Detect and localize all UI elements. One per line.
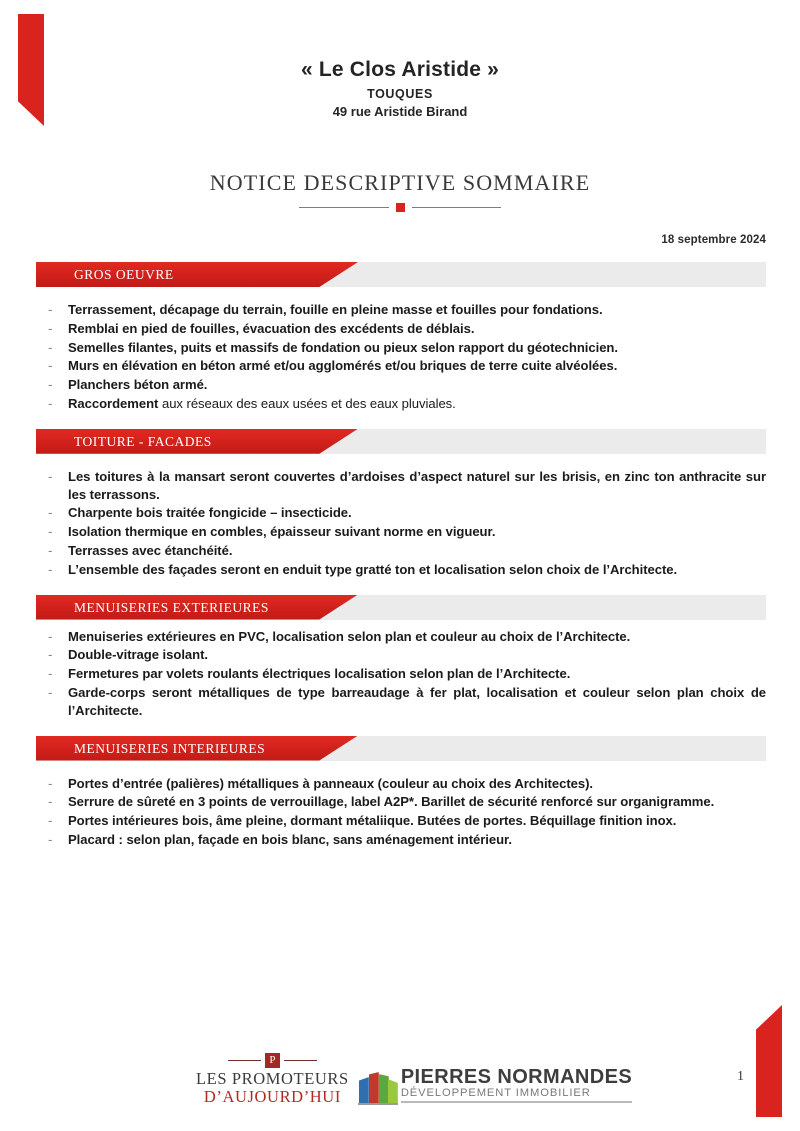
document-title: NOTICE DESCRIPTIVE SOMMAIRE (209, 169, 591, 195)
logo-monogram-row (196, 1053, 349, 1068)
section-banner (36, 262, 766, 287)
list-item (36, 301, 766, 319)
project-city: TOUQUES (367, 86, 433, 101)
logo-pierres-normandes (359, 1067, 632, 1105)
list-item (36, 320, 766, 338)
logo-line-1: LES PROMOTEURS (196, 1069, 349, 1088)
list-item (36, 376, 766, 394)
list-item-text: Menuiseries extérieures en PVC, localisation selon plan et couleur au choix de l’Architecte. (68, 628, 631, 644)
list-item-text: Isolation thermique en combles, épaisseur suivant norme en vigueur. (68, 524, 496, 540)
section-title: TOITURE - FACADES (74, 433, 212, 449)
list-item-text-regular: aux réseaux des eaux usées et des eaux pluviales. (158, 395, 456, 411)
logo-line-2: DÉVELOPPEMENT IMMOBILIER (400, 1086, 591, 1099)
logo-rule-right (284, 1060, 317, 1061)
list-item-text: Planchers béton armé. (68, 377, 208, 393)
list-item-text: Raccordement (68, 395, 159, 411)
section-banner (36, 595, 766, 620)
list-item (36, 561, 766, 579)
list-item-text: Garde-corps seront métalliques de type barreaudage à fer plat, localisation et couleur selon plan choix de l’Architecte. (68, 684, 766, 718)
section-banner (36, 736, 766, 761)
divider-square-icon (396, 203, 405, 212)
footer-logos (196, 1053, 632, 1105)
list-item-text: Murs en élévation en béton armé et/ou agglomérés et/ou briques de terre cuite alvéolées. (68, 358, 618, 374)
list-item-text: Remblai en pied de fouilles, évacuation des excédents de déblais. (68, 320, 475, 336)
divider-bar-right (412, 207, 502, 209)
logo-underline (401, 1101, 632, 1103)
logo-rule-left (228, 1060, 261, 1061)
logo-text (401, 1067, 632, 1105)
list-item (36, 831, 766, 849)
books-houses-icon (359, 1069, 397, 1105)
section-menuiseries-exterieures (36, 595, 766, 720)
section-bullet-list (36, 454, 766, 579)
document-footer (0, 1033, 800, 1113)
list-item (36, 523, 766, 541)
section-title: GROS OEUVRE (74, 266, 174, 282)
list-item-text: Fermetures par volets roulants électriques localisation selon plan de l’Architecte. (68, 666, 571, 682)
list-item (36, 684, 766, 720)
book-red-icon (369, 1072, 379, 1103)
document-date: 18 septembre 2024 (661, 233, 766, 246)
section-bullet-list (36, 761, 766, 849)
logo-monogram-icon: P (265, 1053, 280, 1068)
list-item-text: Terrasses avec étanchéité. (68, 542, 233, 558)
list-item (36, 339, 766, 357)
list-item-text: Placard : selon plan, façade en bois blanc, sans aménagement intérieur. (68, 831, 512, 847)
section-gros-oeuvre (36, 262, 766, 413)
divider-bar-left (299, 207, 389, 209)
list-item-text: Double-vitrage isolant. (68, 647, 208, 663)
section-bullet-list (36, 620, 766, 720)
list-item (36, 628, 766, 646)
list-item-text: Portes d’entrée (palières) métalliques à panneaux (couleur au choix des Architectes). (68, 775, 594, 791)
title-divider (299, 203, 501, 212)
list-item (36, 812, 766, 830)
project-title: « Le Clos Aristide » (300, 58, 500, 81)
list-item-text: Terrassement, décapage du terrain, fouille en pleine masse et fouilles pour fondations. (68, 301, 603, 317)
project-address: 49 rue Aristide Birand (332, 103, 468, 119)
list-item (36, 665, 766, 683)
list-item-text: Les toitures à la mansart seront couvertes d’ardoises d’aspect naturel sur les brisis, en zinc ton anthracite sur les terrassons. (68, 468, 766, 502)
book-green-icon (379, 1074, 389, 1103)
logo-les-promoteurs-daujourdhui (196, 1053, 349, 1105)
list-item (36, 542, 766, 560)
document-content (0, 262, 800, 849)
list-item (36, 395, 766, 413)
section-menuiseries-interieures (36, 736, 766, 849)
list-item-text: Serrure de sûreté en 3 points de verrouillage, label A2P*. Barillet de sécurité renforcé sur organigramme. (68, 794, 715, 810)
list-item (36, 357, 766, 375)
logo-base-bar (358, 1103, 398, 1106)
list-item (36, 504, 766, 522)
section-title: MENUISERIES EXTERIEURES (74, 599, 269, 615)
list-item-text: Semelles filantes, puits et massifs de fondation ou pieux selon rapport du géotechnicien. (68, 339, 618, 355)
logo-line-2: D’AUJOURD’HUI (203, 1086, 341, 1106)
section-banner (36, 429, 766, 454)
document-header (0, 0, 800, 119)
list-item (36, 468, 766, 504)
list-item-text: Portes intérieures bois, âme pleine, dormant métaliique. Butées de portes. Béquillage finition inox. (68, 813, 677, 829)
list-item (36, 793, 766, 811)
section-toiture-facades (36, 429, 766, 579)
page-number: 1 (737, 1069, 744, 1084)
document-title-block (0, 171, 800, 212)
list-item (36, 775, 766, 793)
list-item-text: L’ensemble des façades seront en enduit type gratté ton et localisation selon choix de l’Architecte. (68, 561, 678, 577)
book-blue-icon (359, 1077, 369, 1103)
section-title: MENUISERIES INTERIEURES (74, 740, 266, 756)
logo-line-1: PIERRES NORMANDES (400, 1065, 633, 1088)
book-lightgreen-icon (388, 1079, 398, 1103)
section-bullet-list (36, 287, 766, 413)
list-item (36, 646, 766, 664)
list-item-text: Charpente bois traitée fongicide – insecticide. (68, 505, 352, 521)
